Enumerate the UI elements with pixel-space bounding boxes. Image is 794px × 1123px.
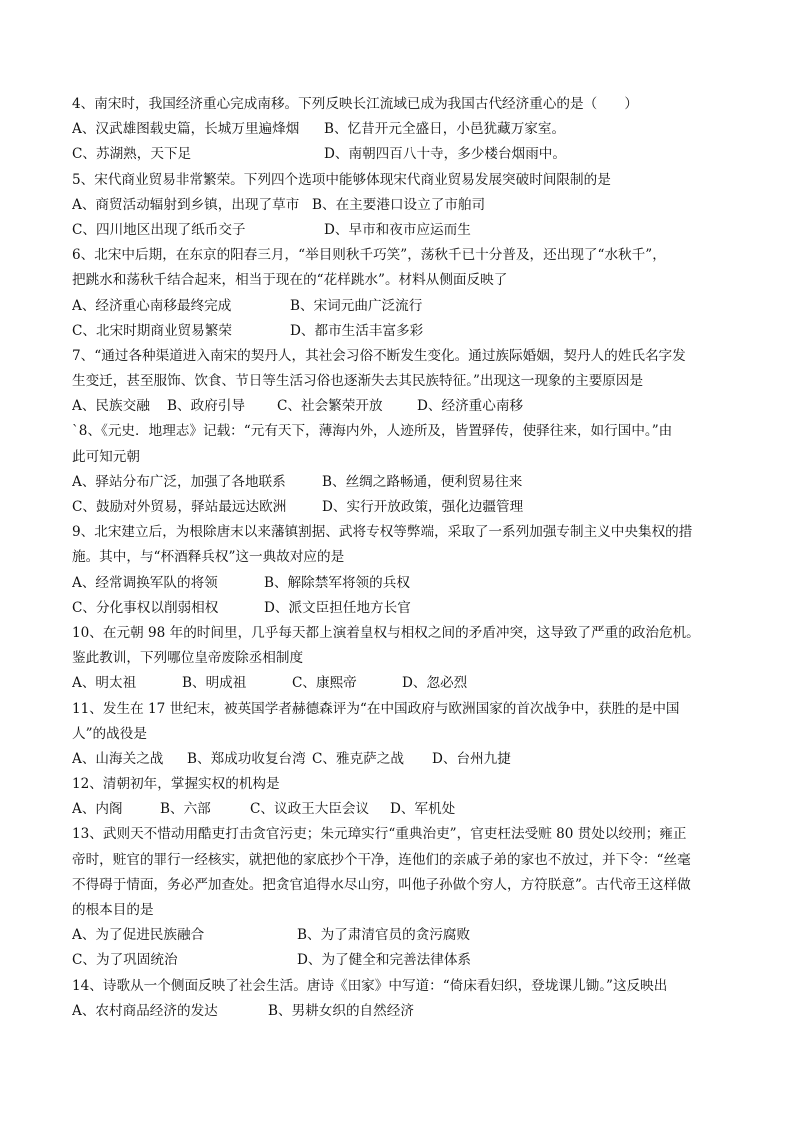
question-10-options <box>72 671 734 696</box>
question-4-option-c: C、苏湖熟，天下足 <box>72 146 192 163</box>
question-7-option-a: A、民族交融 <box>72 398 150 415</box>
question-4-options-cd <box>72 142 734 167</box>
question-10-option-b: B、明成祖 <box>182 675 247 692</box>
question-4-option-b: B、忆昔开元全盛日，小邑犹藏万家室。 <box>324 121 566 138</box>
question-6-option-c: C、北宋时期商业贸易繁荣 <box>72 322 232 339</box>
question-9-stem-line-2: 施。其中，与“杯酒释兵权”这一典故对应的是 <box>72 549 345 566</box>
question-14-option-a: A、农村商品经济的发达 <box>72 1002 218 1019</box>
question-4-options-ab <box>72 117 734 142</box>
question-11-option-b: B、郑成功收复台湾 <box>187 750 306 767</box>
question-11-stem-line-2: 人”的战役是 <box>72 725 147 742</box>
question-10-option-a: A、明太祖 <box>72 675 137 692</box>
question-9-option-d: D、派文臣担任地方长官 <box>264 599 411 616</box>
question-10-stem-line-1: 10、在元朝 98 年的时间里，几乎每天都上演着皇权与相权之间的矛盾冲突，这导致了严重的政治危机。 <box>72 624 700 641</box>
question-5-option-a: A、商贸活动辐射到乡镇，出现了草市 <box>72 196 300 213</box>
question-11-option-c: C、雅克萨之战 <box>312 750 404 767</box>
question-6-stem-line-1: 6、北宋中后期，在东京的阳春三月，“举目则秋千巧笑”，荡秋千已十分普及，还出现了“水秋千”， <box>72 247 666 264</box>
question-8-option-a: A、驿站分布广泛，加强了各地联系 <box>72 473 286 490</box>
question-12-option-d: D、军机处 <box>390 801 456 818</box>
question-8-stem-line-2: 此可知元朝 <box>72 448 140 465</box>
question-5-stem: 5、宋代商业贸易非常繁荣。下列四个选项中能够体现宋代商业贸易发展突破时间限制的是 <box>72 171 611 188</box>
question-14-option-b: B、男耕女织的自然经济 <box>268 1002 414 1019</box>
question-6-option-d: D、都市生活丰富多彩 <box>290 322 424 339</box>
question-10-stem-line-2: 鉴此教训，下列哪位皇帝废除丞相制度 <box>72 650 304 667</box>
question-6-stem-line-2: 把跳水和荡秋千结合起来，相当于现在的“花样跳水”。材料从侧面反映了 <box>72 272 508 289</box>
question-13-stem-line-2: 帝时，赃官的罪行一经核实，就把他的家底抄个干净，连他们的亲戚子弟的家也不放过，并下令：“丝毫 <box>72 851 691 868</box>
question-13-option-a: A、为了促进民族融合 <box>72 927 205 944</box>
question-6-options-ab <box>72 294 734 319</box>
question-7-options <box>72 394 734 419</box>
question-13-stem-line-4: 的根本目的是 <box>72 902 154 918</box>
question-7-stem-line-1: 7、“通过各种渠道进入南宋的契丹人，其社会习俗不断发生变化。通过族际婚姻，契丹人的姓氏名字发 <box>72 347 686 364</box>
question-13-option-b: B、为了肃清官员的贪污腐败 <box>297 927 471 944</box>
question-5-option-b: B、在主要港口设立了市舶司 <box>312 196 486 213</box>
question-6-option-b: B、宋词元曲广泛流行 <box>290 297 423 314</box>
question-4-stem: 4、南宋时，我国经济重心完成南移。下列反映长江流域已成为我国古代经济重心的是（ ） <box>72 96 638 112</box>
question-13-stem-line-1: 13、武则天不惜动用酷吏打击贪官污吏；朱元璋实行“重典治吏”，官吏枉法受赃 80 贯处以绞刑；雍正 <box>72 826 687 843</box>
question-13-stem-line-3: 不得碍于情面，务必严加查处。把贪官追得水尽山穷，叫他子孙做个穷人，方符朕意”。古代帝王这样做 <box>72 876 691 893</box>
question-5-options-cd <box>72 218 734 243</box>
question-8-option-b: B、丝绸之路畅通，便利贸易往来 <box>322 473 523 490</box>
question-11-options <box>72 747 734 772</box>
question-5-options-ab <box>72 193 734 218</box>
question-12-options <box>72 797 734 822</box>
question-8-stem-line-1: `8、《元史．地理志》记载：“元有天下，薄海内外，人迹所及，皆置驿传，使驿往来，如行国中。”由 <box>72 423 673 440</box>
question-7-option-c: C、社会繁荣开放 <box>277 398 383 415</box>
question-12-option-c: C、议政王大臣会议 <box>250 801 370 818</box>
question-7-stem-line-2: 生变迁，甚至服饰、饮食、节日等生活习俗也逐渐失去其民族特征。”出现这一现象的主要原因是 <box>72 373 644 390</box>
question-12-option-b: B、六部 <box>160 801 211 818</box>
question-11-stem-line-1: 11、发生在 17 世纪末，被英国学者赫德森评为“在中国政府与欧洲国家的首次战争中，获胜的是中国 <box>72 700 680 717</box>
question-7-option-d: D、经济重心南移 <box>417 398 524 415</box>
question-11-option-a: A、山海关之战 <box>72 750 164 767</box>
question-13-option-d: D、为了健全和完善法律体系 <box>297 952 472 969</box>
question-14-options-ab <box>72 999 734 1024</box>
question-9-option-a: A、经常调换军队的将领 <box>72 574 218 591</box>
question-9-options-cd <box>72 596 734 621</box>
question-9-options-ab <box>72 571 734 596</box>
question-12-option-a: A、内阁 <box>72 801 123 818</box>
question-9-option-c: C、分化事权以削弱相权 <box>72 599 219 616</box>
question-5-option-c: C、四川地区出现了纸币交子 <box>72 221 246 238</box>
question-10-option-d: D、忽必烈 <box>402 675 468 692</box>
question-10-option-c: C、康熙帝 <box>292 675 357 692</box>
question-8-option-c: C、鼓励对外贸易，驿站最远达欧洲 <box>72 499 287 515</box>
question-8-options-cd <box>72 495 734 520</box>
question-13-options-ab <box>72 923 734 948</box>
question-11-option-d: D、台州九捷 <box>432 750 511 767</box>
question-8-options-ab <box>72 470 734 495</box>
question-6-option-a: A、经济重心南移最终完成 <box>72 297 232 314</box>
question-8-option-d: D、实行开放政策，强化边疆管理 <box>322 499 524 515</box>
question-7-option-b: B、政府引导 <box>167 398 245 415</box>
question-4-option-d: D、南朝四百八十寺，多少楼台烟雨中。 <box>324 146 566 163</box>
question-14-stem: 14、诗歌从一个侧面反映了社会生活。唐诗《田家》中写道：“倚床看妇织，登垅课儿锄。”这反映出 <box>72 977 668 994</box>
question-13-option-c: C、为了巩固统治 <box>72 952 178 969</box>
question-9-stem-line-1: 9、北宋建立后，为根除唐末以来藩镇割据、武将专权等弊端，采取了一系列加强专制主义中央集权的措 <box>72 524 693 541</box>
question-5-option-d: D、早市和夜市应运而生 <box>324 221 471 238</box>
question-4-option-a: A、汉武雄图载史篇，长城万里遍烽烟 <box>72 121 300 138</box>
question-6-options-cd <box>72 319 734 344</box>
question-13-options-cd <box>72 948 734 973</box>
question-9-option-b: B、解除禁军将领的兵权 <box>264 574 410 591</box>
question-12-stem: 12、清朝初年，掌握实权的机构是 <box>72 776 280 793</box>
